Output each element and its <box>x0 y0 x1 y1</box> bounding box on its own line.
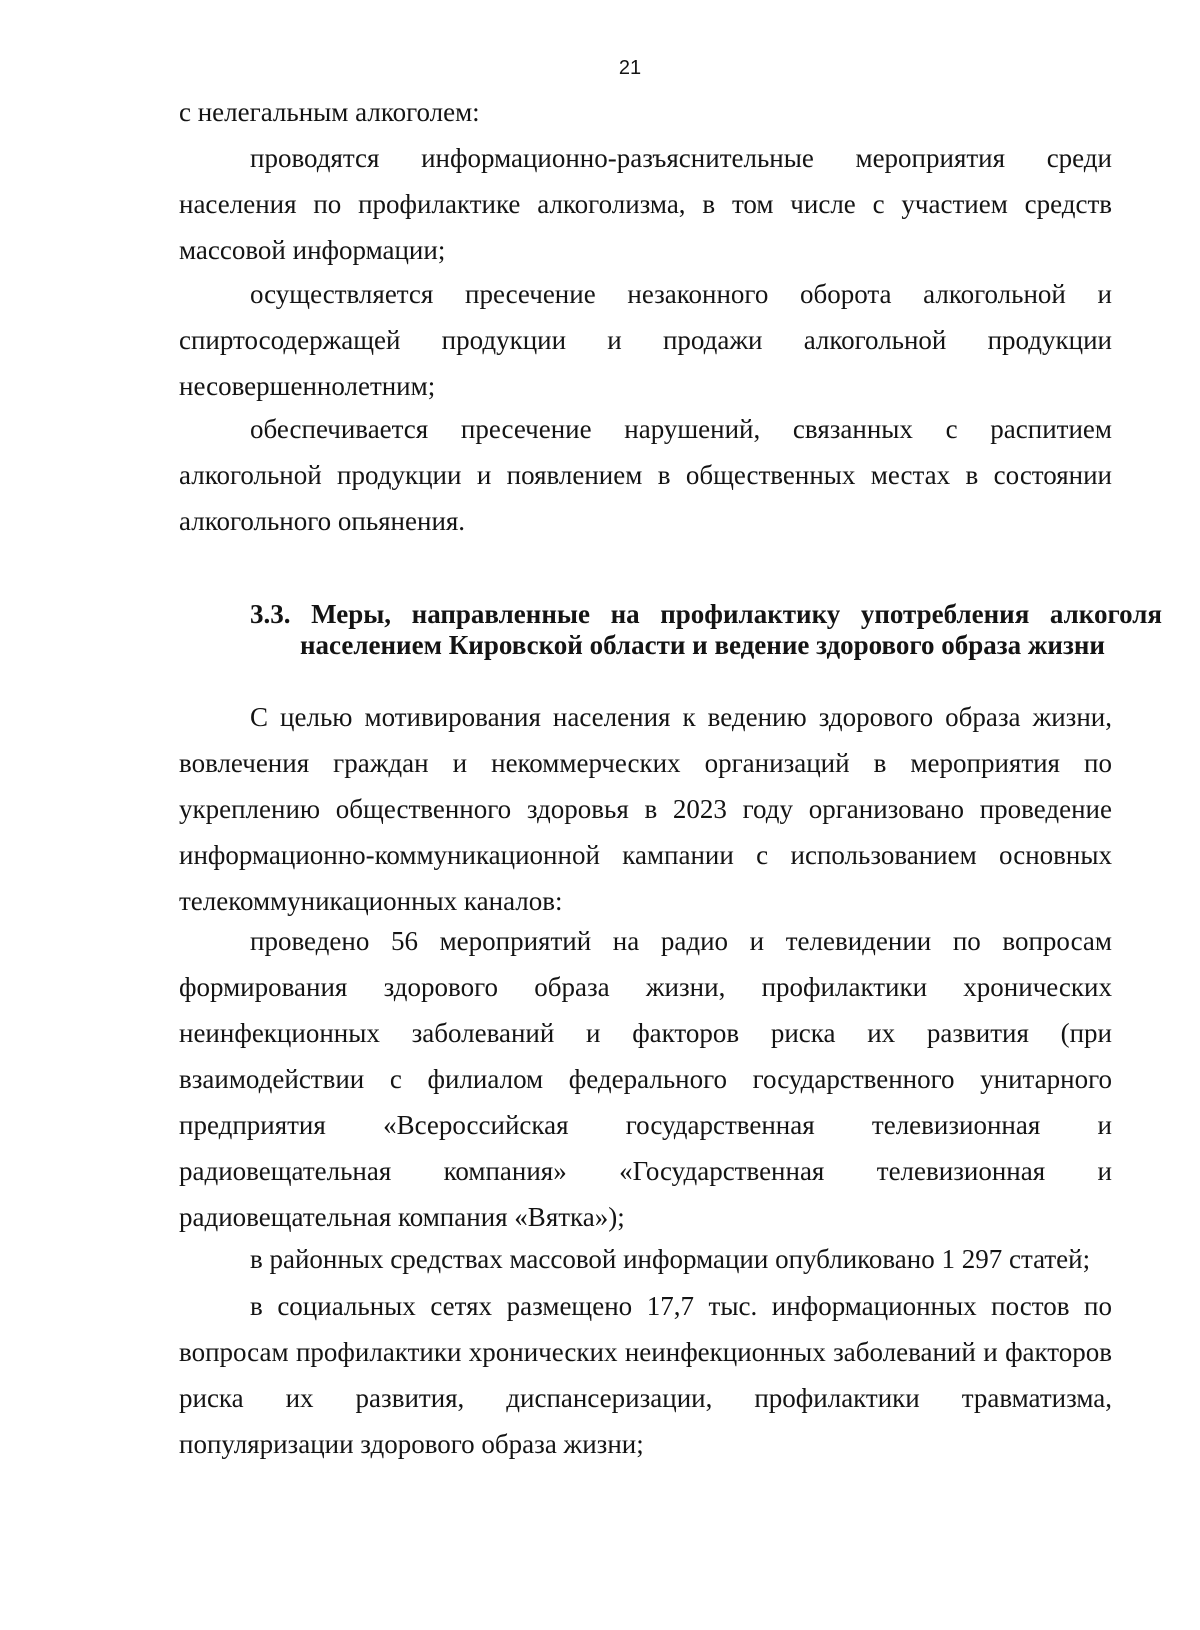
paragraph-social-networks: в социальных сетях размещено 17,7 тыс. информационных постов по вопросам профилактики хронических неинфекционных заболеваний и факторов риска их развития, диспансеризации, профилактики травматизма, популяризации здорового образа жизни; <box>179 1291 1112 1459</box>
paragraph-healthy-lifestyle-campaign: С целью мотивирования населения к ведению здорового образа жизни, вовлечения граждан и некоммерческих организаций в мероприятия по укреплению общественного здоровья в 2023 году организовано проведение информационно-коммуникационной кампании с использованием основных телекоммуникационных каналов: <box>179 702 1112 916</box>
page-number: 21 <box>618 57 642 79</box>
paragraph-alcohol-illegal: с нелегальным алкоголем: <box>179 97 480 127</box>
paragraph-district-media: в районных средствах массовой информации опубликовано 1 297 статей; <box>250 1244 1091 1274</box>
paragraph-public-intoxication: обеспечивается пресечение нарушений, связанных с распитием алкогольной продукции и появлением в общественных местах в состоянии алкогольного опьянения. <box>179 414 1112 536</box>
section-heading: 3.3. Меры, направленные на профилактику употребления алкоголя населением Кировской области и ведение здорового образа жизни <box>250 599 1162 660</box>
paragraph-illegal-turnover: осуществляется пресечение незаконного оборота алкогольной и спиртосодержащей продукции и продажи алкогольной продукции несовершеннолетним; <box>179 279 1112 401</box>
paragraph-radio-tv-events: проведено 56 мероприятий на радио и телевидении по вопросам формирования здорового образа жизни, профилактики хронических неинфекционных заболеваний и факторов риска их развития (при взаимодействии с филиалом федерального государственного унитарного предприятия «Всероссийская государственная телевизионная и радиовещательная компания» «Государственная телевизионная и радиовещательная компания «Вятка»); <box>179 926 1112 1232</box>
paragraph-information-events: проводятся информационно-разъяснительные мероприятия среди населения по профилактике алкоголизма, в том числе с участием средств массовой информации; <box>179 143 1112 265</box>
